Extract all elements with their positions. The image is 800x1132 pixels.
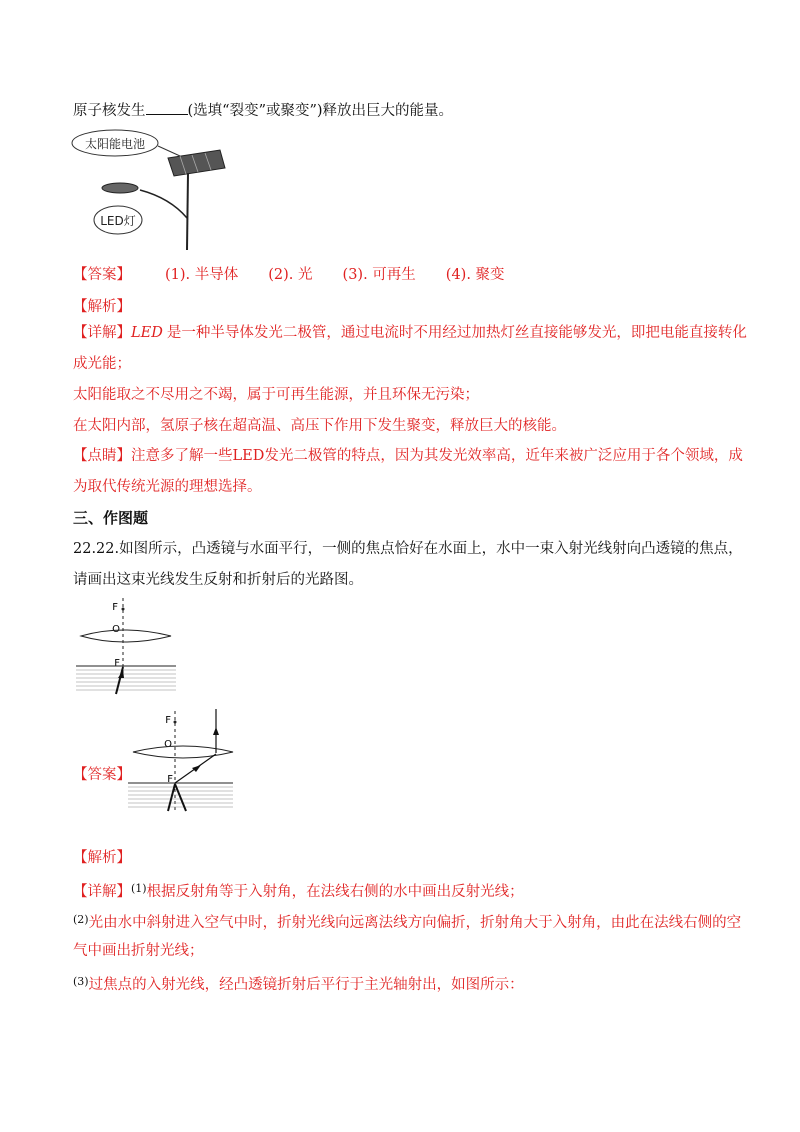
q21-tip-line-1 <box>73 446 743 466</box>
focus-label-bottom: F <box>167 774 173 785</box>
convex-lens <box>133 746 233 758</box>
answer-item-1: (1). 半导体 <box>165 267 239 283</box>
section-heading: 三、作图题 <box>73 509 149 527</box>
tip-tag: 【点睛】 <box>73 448 131 464</box>
focus-label-top: F <box>112 602 118 613</box>
detail-tag: 【详解】 <box>73 325 131 341</box>
q22-detail-step-1 <box>73 879 524 902</box>
focus-label-bottom: F <box>114 658 120 669</box>
solar-label-text: 太阳能电池 <box>84 137 146 151</box>
lamp-arm <box>140 190 187 218</box>
q21-detail-line-4: 在太阳内部，氢原子核在超高温、高压下作用下发生聚变，释放巨大的核能。 <box>73 418 566 434</box>
q21-answer-line <box>73 265 535 285</box>
answer-blank <box>146 100 188 115</box>
focus-label-top: F <box>165 715 171 726</box>
q22-analysis-tag: 【解析】 <box>73 850 131 866</box>
lens-answer-figure <box>128 705 243 815</box>
step-2-text-1: 光由水中斜射进入空气中时，折射光线向远离法线方向偏折，折射角大于入射角，由此在法线右侧的空 <box>88 915 742 931</box>
step-3-number: (3) <box>73 975 89 988</box>
led-label-text: LED灯 <box>100 214 136 228</box>
q22-line-2: 请画出这束光线发生反射和折射后的光路图。 <box>73 572 363 588</box>
q22-detail-step-2 <box>73 910 741 933</box>
step-2-number: (2) <box>73 913 89 926</box>
answer-item-3: (3). 可再生 <box>342 267 416 283</box>
lens-question-figure <box>76 596 186 696</box>
detail-line1-rest: 是一种半导体发光二极管，通过电流时不用经过加热灯丝直接能够发光，即把电能直接转化 <box>166 325 747 341</box>
emergent-arrow <box>213 727 219 735</box>
callout-line <box>158 146 180 156</box>
lamp-head <box>102 183 138 193</box>
q22-detail-step-2-cont: 气中画出折射光线； <box>73 943 204 959</box>
step-1-number: (1) <box>131 882 147 895</box>
solar-streetlight-figure <box>70 128 235 253</box>
q22-line-1: 22.22.如图所示，凸透镜与水面平行，一侧的焦点恰好在水面上，水中一束入射光线射向凸透镜的焦点， <box>73 541 743 557</box>
q21-prefix: 原子核发生 <box>73 103 146 119</box>
step-3-text: 过焦点的入射光线，经凸透镜折射后平行于主光轴射出，如图所示： <box>88 977 524 993</box>
tip-line1: 注意多了解一些LED发光二极管的特点，因为其发光效率高，近年来被广泛应用于各个领域，成 <box>131 448 743 464</box>
q21-detail-line-3: 太阳能取之不尽用之不竭，属于可再生能源，并且环保无污染； <box>73 387 479 403</box>
focus-point-top <box>174 721 177 724</box>
optical-center-label: O <box>112 624 120 635</box>
q21-fill-line <box>73 100 453 121</box>
q22-answer-tag: 【答案】 <box>73 767 131 783</box>
answer-item-4: (4). 聚变 <box>445 267 505 283</box>
q21-detail-line-2: 成光能； <box>73 356 131 372</box>
answer-tag: 【答案】 <box>73 267 131 283</box>
q22-detail-step-3 <box>73 972 524 995</box>
q21-analysis-tag: 【解析】 <box>73 299 131 315</box>
convex-lens <box>81 630 171 642</box>
step-1-text: 根据反射角等于入射角，在法线右侧的水中画出反射光线； <box>146 884 524 900</box>
answer-item-2: (2). 光 <box>268 267 313 283</box>
refracted-arrow <box>192 765 201 772</box>
focus-point-top <box>122 608 125 611</box>
detail-term: LED <box>131 325 163 341</box>
optical-center-label: O <box>164 739 172 750</box>
q22-detail-tag: 【详解】 <box>73 884 131 900</box>
q21-suffix: (选填“裂变”或聚变”)释放出巨大的能量。 <box>187 103 454 119</box>
pole <box>187 173 188 250</box>
water-hatching <box>76 670 176 690</box>
q21-detail-line-1 <box>73 323 747 343</box>
q21-tip-line-2: 为取代传统光源的理想选择。 <box>73 479 262 495</box>
